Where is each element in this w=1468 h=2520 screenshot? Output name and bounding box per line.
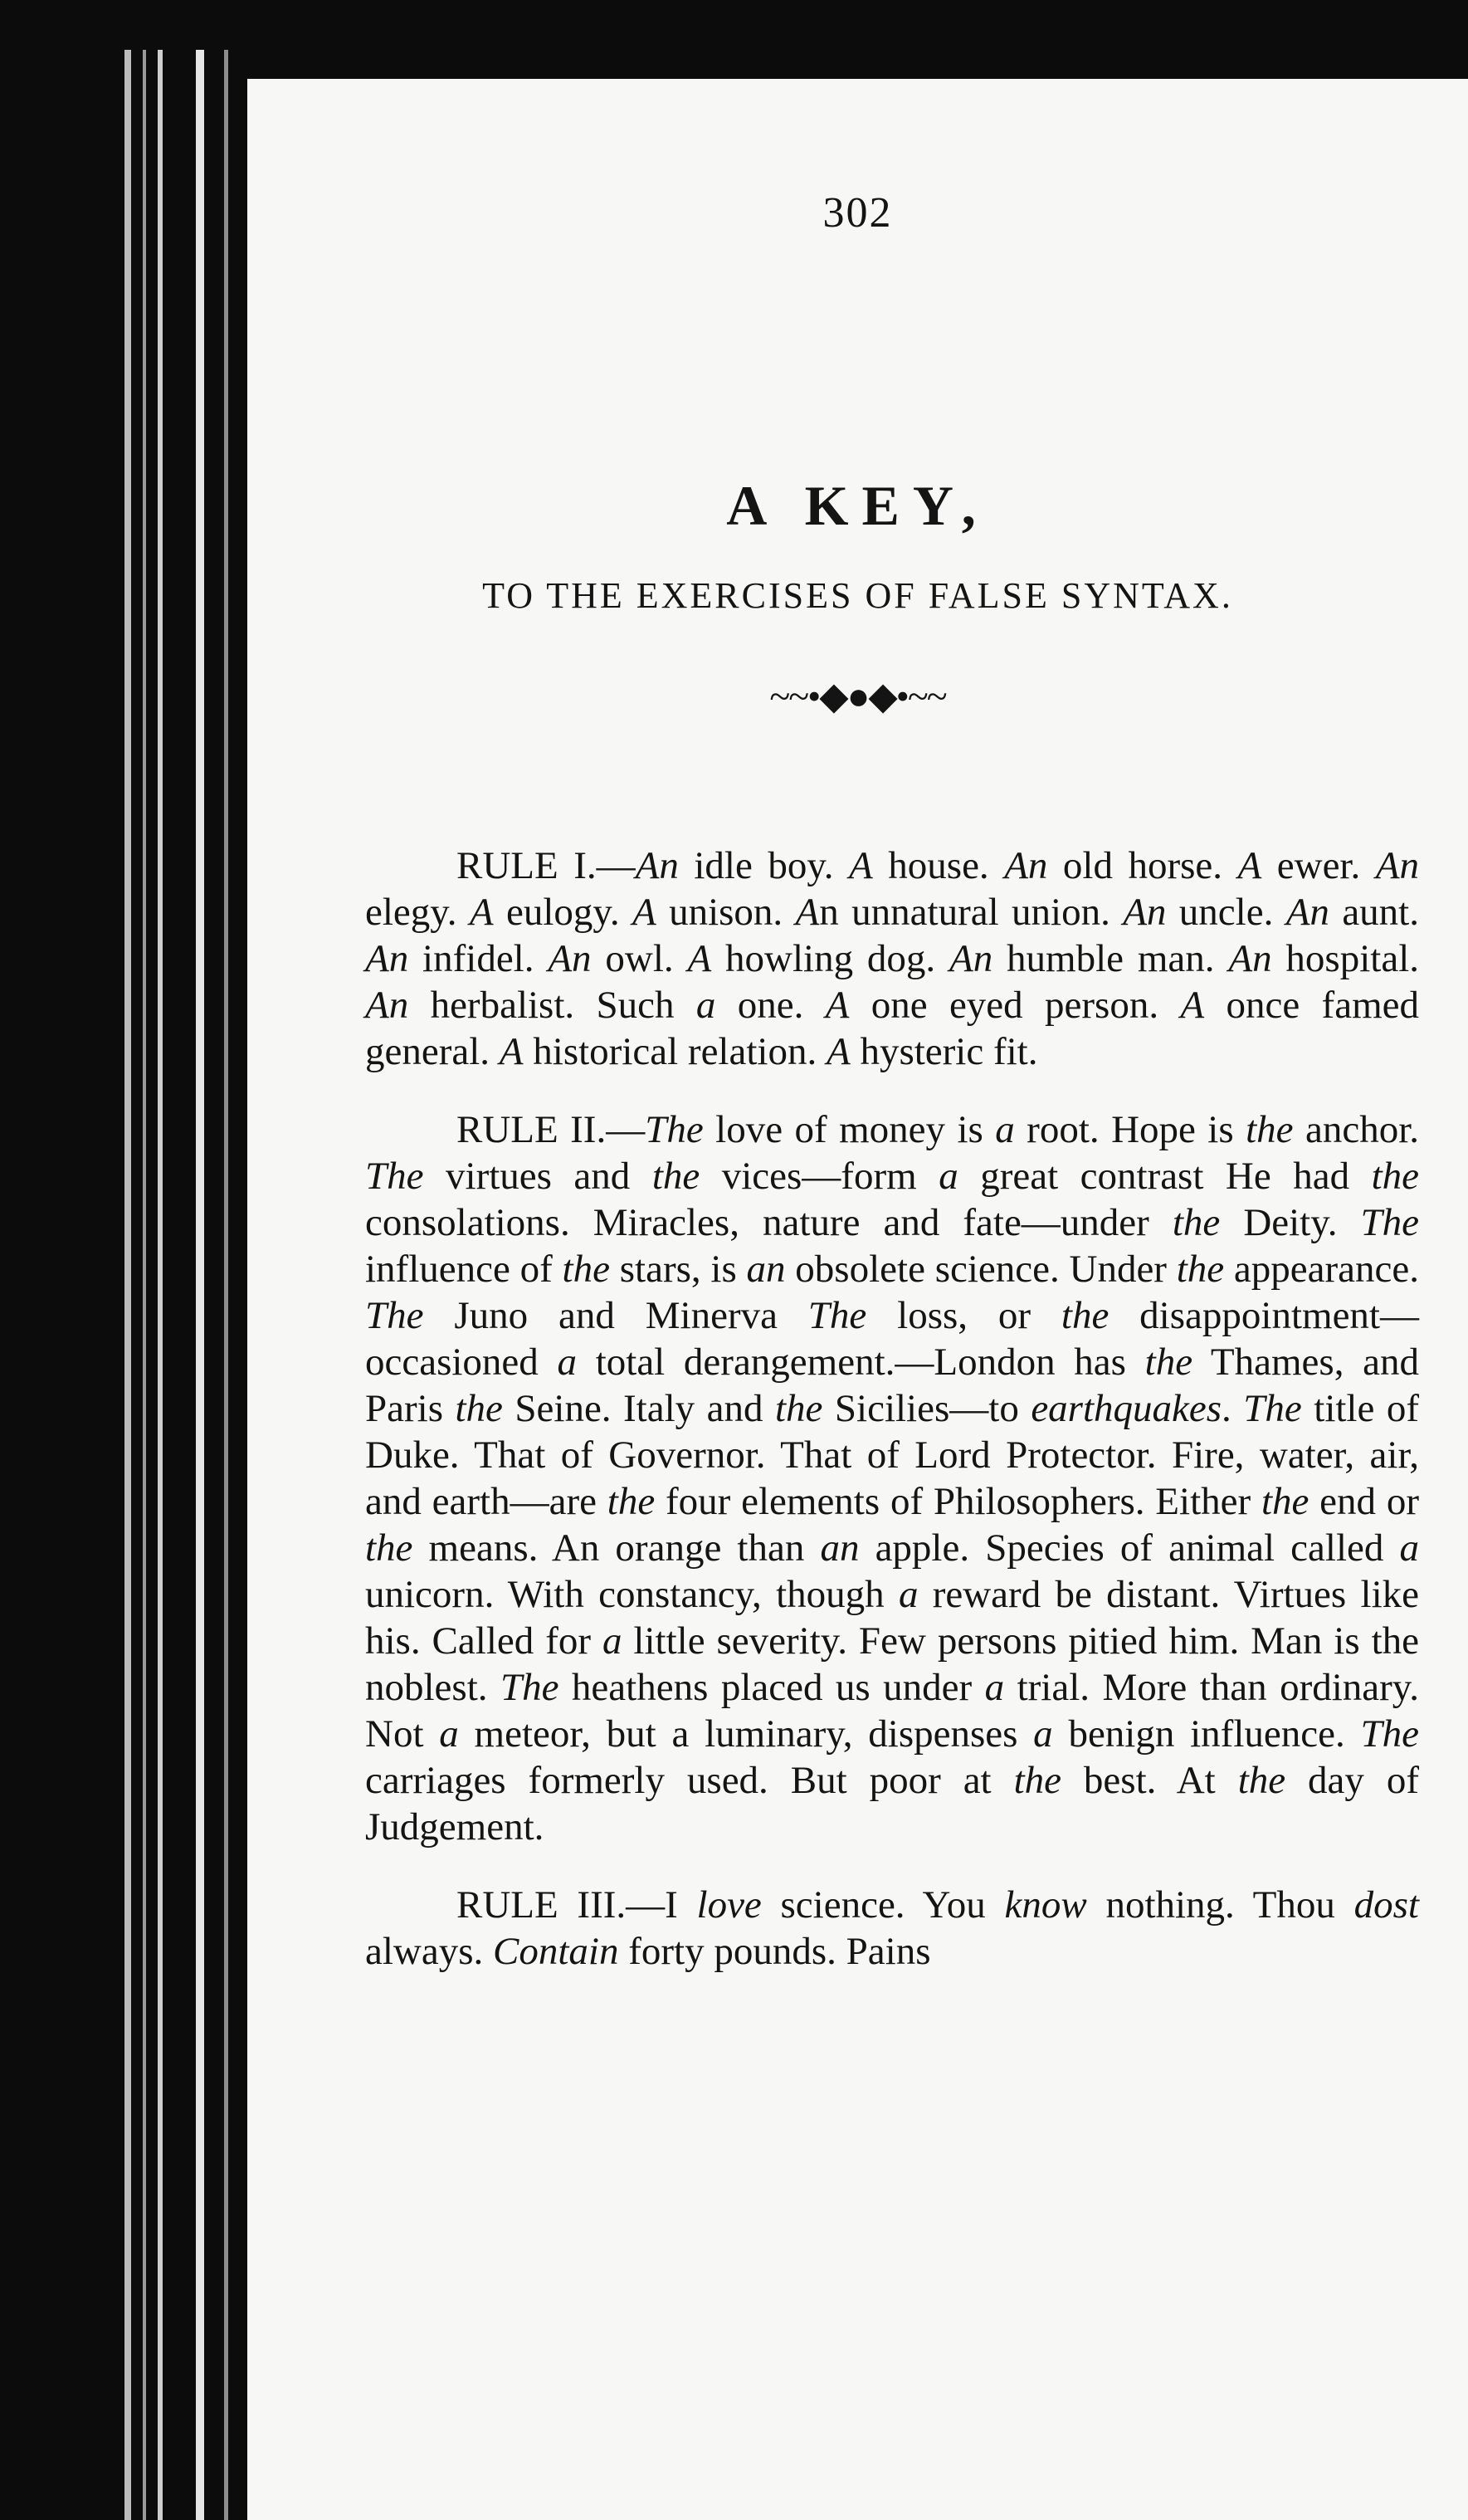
text-run: always.	[365, 1930, 494, 1973]
italic-word: a	[939, 1155, 958, 1198]
text-run: consolations. Miracles, nature and fate—under	[365, 1201, 1173, 1244]
italic-word: An	[365, 984, 409, 1027]
page-title: A KEY,	[726, 474, 989, 537]
italic-word: the	[774, 1387, 823, 1430]
text-run: vices—form	[700, 1155, 939, 1198]
italic-word: a	[995, 1108, 1015, 1151]
italic-word: The	[645, 1108, 704, 1151]
italic-word: an	[746, 1248, 786, 1291]
page-edge	[196, 50, 204, 2520]
text-run: nothing. Thou	[1086, 1883, 1354, 1927]
italic-word: the	[1061, 1294, 1110, 1337]
text-run: eulogy.	[493, 891, 632, 934]
text-run: anchor.	[1293, 1108, 1419, 1151]
text-run: science. You	[761, 1883, 1005, 1927]
text-run: once famed general.	[365, 984, 1419, 1073]
text-run: humble man.	[992, 937, 1229, 980]
italic-word: An	[949, 937, 993, 980]
body-text	[365, 842, 1419, 2006]
text-run: Sicilies—to	[822, 1387, 1032, 1430]
italic-word: know	[1004, 1883, 1087, 1927]
text-run: herbalist. Such	[408, 984, 696, 1027]
page-edge	[124, 50, 131, 2520]
text-run: forty pounds. Pains	[618, 1930, 931, 1973]
rule-3-paragraph	[365, 1882, 1419, 1975]
italic-word: The	[500, 1666, 559, 1709]
italic-word: Contain	[493, 1930, 619, 1973]
text-run: Juno and Minerva	[423, 1294, 808, 1337]
italic-word: the	[365, 1526, 413, 1570]
italic-word: an	[820, 1526, 860, 1570]
text-run: influence of	[365, 1248, 563, 1291]
text-run: Seine. Italy and	[502, 1387, 775, 1430]
italic-word: The	[807, 1294, 867, 1337]
text-run: Deity.	[1220, 1201, 1361, 1244]
text-run: great contrast He had	[958, 1155, 1372, 1198]
text-run: howling dog.	[711, 937, 949, 980]
text-run: hysteric fit.	[850, 1030, 1038, 1073]
italic-word: An	[365, 937, 409, 980]
italic-word: a	[557, 1341, 577, 1384]
text-run: idle boy.	[678, 844, 850, 887]
italic-word: the	[1172, 1201, 1221, 1244]
italic-word: An	[1004, 844, 1048, 887]
text-run: owl.	[591, 937, 688, 980]
italic-word: the	[1013, 1759, 1061, 1802]
italic-word: the	[455, 1387, 503, 1430]
text-run: day of Judgement.	[365, 1759, 1420, 1848]
italic-word: An	[1228, 937, 1272, 980]
italic-word: The	[1360, 1201, 1419, 1244]
text-run: one.	[715, 984, 826, 1027]
italic-word: the	[1144, 1341, 1193, 1384]
text-run: .	[1222, 1387, 1244, 1430]
text-run: title of Duke. That of Governor. That of Lord Protector. Fire, water, air, and earth—are	[365, 1387, 1419, 1523]
italic-word: The	[365, 1155, 424, 1198]
italic-word: The	[1360, 1712, 1419, 1756]
text-run: little severity. Few persons pitied him. Man is the noblest.	[365, 1619, 1420, 1709]
text-run: one eyed person.	[849, 984, 1181, 1027]
text-run: trial. More than ordinary. Not	[365, 1666, 1420, 1756]
italic-word: An	[1375, 844, 1419, 887]
italic-word: a	[984, 1666, 1005, 1709]
italic-word: A	[849, 844, 873, 887]
text-run: four elements of Philosophers. Either	[655, 1480, 1261, 1523]
italic-word: a	[439, 1712, 459, 1756]
text-run: virtues and	[423, 1155, 652, 1198]
italic-word: the	[1176, 1248, 1225, 1291]
italic-word: A	[1237, 844, 1262, 887]
book-page	[247, 79, 1468, 2520]
page-subtitle: TO THE EXERCISES OF FALSE SYNTAX.	[482, 575, 1233, 616]
italic-word: earthquakes	[1031, 1387, 1222, 1430]
text-run: uncle.	[1166, 891, 1286, 934]
text-run: end or	[1309, 1480, 1419, 1523]
italic-word: the	[651, 1155, 700, 1198]
text-run: old horse.	[1047, 844, 1238, 887]
rule-1-paragraph	[365, 842, 1419, 1075]
text-run: unicorn. With constancy, though	[365, 1573, 899, 1616]
italic-word: A	[826, 1030, 851, 1073]
text-run: disappointment—occasioned	[365, 1294, 1419, 1384]
italic-word: The	[1243, 1387, 1302, 1430]
text-run: best. At	[1061, 1759, 1238, 1802]
italic-word: the	[607, 1480, 656, 1523]
italic-word: An	[635, 844, 679, 887]
text-run: RULE I.—	[456, 844, 636, 887]
italic-word: a	[1399, 1526, 1419, 1570]
text-run: root. Hope is	[1014, 1108, 1246, 1151]
italic-word: the	[1237, 1759, 1286, 1802]
italic-word: A	[795, 891, 820, 934]
italic-word: dost	[1353, 1883, 1419, 1927]
italic-word: a	[695, 984, 716, 1027]
italic-word: A	[1180, 984, 1205, 1027]
ornament-divider: ~~•◆●◆•~~	[769, 675, 946, 717]
text-run: reward be distant. Virtues like his. Called for	[365, 1573, 1419, 1663]
italic-word: A	[687, 937, 712, 980]
italic-word: love	[696, 1883, 762, 1927]
text-run: historical relation.	[523, 1030, 827, 1073]
italic-word: a	[602, 1619, 622, 1663]
italic-word: the	[1246, 1108, 1294, 1151]
text-run: benign influence.	[1052, 1712, 1361, 1756]
text-run: RULE II.—	[456, 1108, 646, 1151]
text-run: ewer.	[1261, 844, 1376, 887]
italic-word: An	[548, 937, 592, 980]
text-run: n unnatural union.	[819, 891, 1124, 934]
italic-word: An	[1123, 891, 1167, 934]
text-run: apple. Species of animal called	[859, 1526, 1400, 1570]
italic-word: A	[469, 891, 494, 934]
text-run: infidel.	[408, 937, 549, 980]
page-number: 302	[822, 189, 893, 237]
text-run: obsolete science. Under	[785, 1248, 1177, 1291]
text-run: RULE III.—I	[456, 1883, 697, 1927]
italic-word: A	[825, 984, 850, 1027]
italic-word: a	[1033, 1712, 1053, 1756]
rule-2-paragraph	[365, 1106, 1419, 1850]
text-run: heathens placed us under	[558, 1666, 985, 1709]
text-run: appearance.	[1224, 1248, 1419, 1291]
text-run: elegy.	[365, 891, 470, 934]
text-run: loss, or	[866, 1294, 1061, 1337]
page-edge	[224, 50, 228, 2520]
italic-word: An	[1285, 891, 1329, 934]
italic-word: A	[632, 891, 656, 934]
italic-word: a	[898, 1573, 919, 1616]
italic-word: the	[562, 1248, 610, 1291]
text-run: Thames, and Paris	[365, 1341, 1420, 1430]
page-edge	[158, 50, 163, 2520]
text-run: unison.	[656, 891, 796, 934]
italic-word: The	[365, 1294, 424, 1337]
text-run: meteor, but a luminary, dispenses	[458, 1712, 1034, 1756]
italic-word: the	[1261, 1480, 1309, 1523]
text-run: house.	[872, 844, 1005, 887]
text-run: aunt.	[1329, 891, 1419, 934]
text-run: stars, is	[609, 1248, 747, 1291]
text-run: love of money is	[703, 1108, 996, 1151]
page-edge	[143, 50, 146, 2520]
italic-word: the	[1371, 1155, 1420, 1198]
italic-word: A	[499, 1030, 524, 1073]
text-run: means. An orange than	[412, 1526, 821, 1570]
text-run: carriages formerly used. But poor at	[365, 1759, 1014, 1802]
text-run: hospital.	[1271, 937, 1420, 980]
text-run: total derangement.—London has	[577, 1341, 1145, 1384]
